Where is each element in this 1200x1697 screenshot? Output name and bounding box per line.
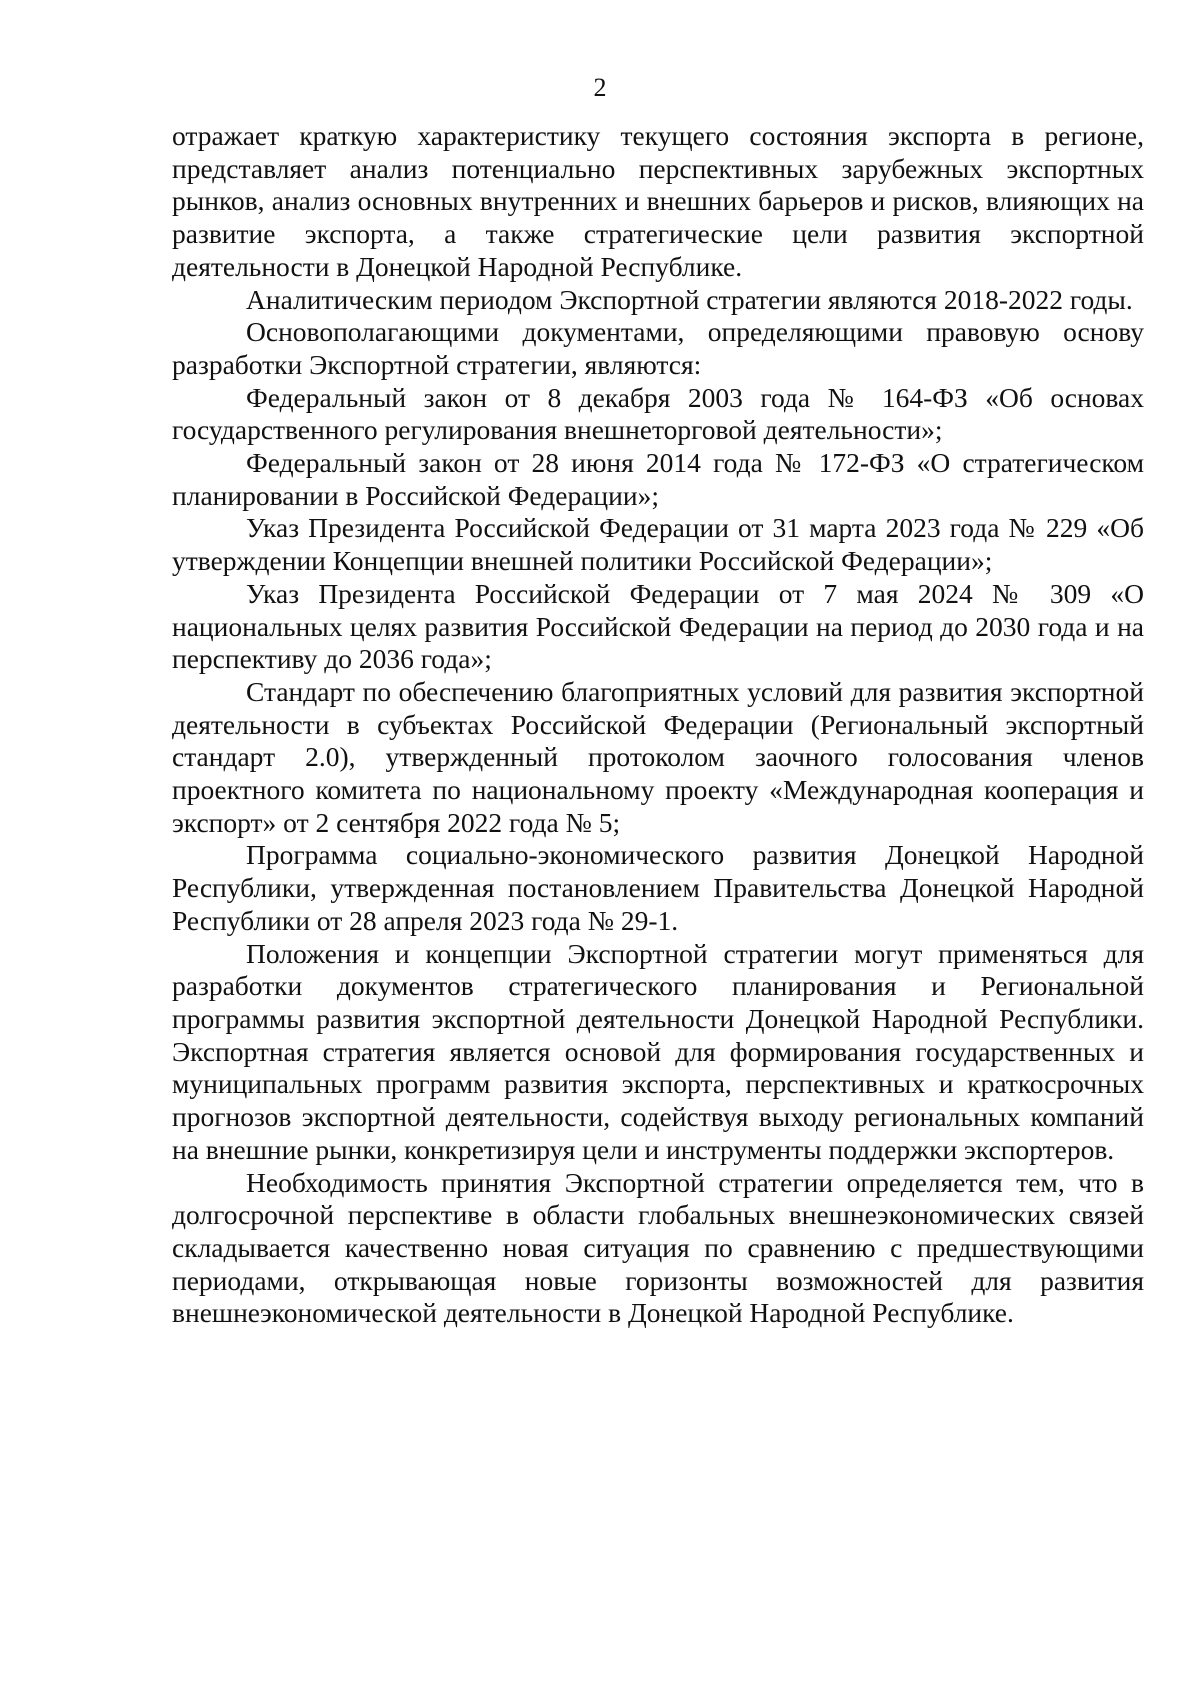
paragraph-decree-229: Указ Президента Российской Федерации от 31 марта 2023 года № 229 «Об утверждении Концепции внешней политики Российской Федерации»;	[172, 512, 1144, 577]
paragraph-strategy-necessity: Необходимость принятия Экспортной стратегии определяется тем, что в долгосрочной перспективе в области глобальных внешнеэкономических связей складывается качественно новая ситуация по сравнению с предшествующими периодами, открывающая новые горизонты возможностей для развития внешнеэкономической деятельности в Донецкой Народной Республике.	[172, 1166, 1144, 1329]
paragraph-legal-basis-intro: Основополагающими документами, определяющими правовую основу разработки Экспортной стратегии, являются:	[172, 316, 1144, 380]
paragraph-decree-309: Указ Президента Российской Федерации от 7 мая 2024 № 309 «О национальных целях развития Российской Федерации на период до 2030 года и на перспективу до 2036 года»;	[172, 577, 1144, 675]
paragraph-strategy-application: Положения и концепции Экспортной стратегии могут применяться для разработки документов стратегического планирования и Региональной программы развития экспортной деятельности Донецкой Народной Республики. Экспортная стратегия является основой для формирования государственных и муниципальных программ развития экспорта, перспективных и краткосрочных прогнозов экспортной деятельности, содействуя выходу региональных компаний на внешние рынки, конкретизируя цели и инструменты поддержки экспортеров.	[172, 937, 1144, 1165]
paragraph-law-172-fz: Федеральный закон от 28 июня 2014 года № 172-ФЗ «О стратегическом планировании в Российской Федерации»;	[172, 447, 1144, 511]
paragraph-socioeconomic-program: Программа социально-экономического развития Донецкой Народной Республики, утвержденная постановлением Правительства Донецкой Народной Республики от 28 апреля 2023 года № 29-1.	[172, 839, 1144, 936]
paragraph-regional-export-standard: Стандарт по обеспечению благоприятных условий для развития экспортной деятельности в субъектах Российской Федерации (Региональный экспортный стандарт 2.0), утвержденный протоколом заочного голосования членов проектного комитета по национальному проекту «Международная кооперация и экспорт» от 2 сентября 2022 года № 5;	[172, 675, 1144, 838]
paragraph-export-strategy-summary: отражает краткую характеристику текущего состояния экспорта в регионе, представляет анализ потенциально перспективных зарубежных экспортных рынков, анализ основных внутренних и внешних барьеров и рисков, влияющих на развитие экспорта, а также стратегические цели развития экспортной деятельности в Донецкой Народной Республике.	[172, 120, 1144, 282]
paragraph-law-164-fz: Федеральный закон от 8 декабря 2003 года № 164-ФЗ «Об основах государственного регулирования внешнеторговой деятельности»;	[172, 381, 1144, 446]
paragraph-analytical-period: Аналитическим периодом Экспортной стратегии являются 2018-2022 годы.	[246, 283, 1133, 315]
document-body	[172, 120, 1144, 1330]
page-number: 2	[593, 73, 607, 102]
